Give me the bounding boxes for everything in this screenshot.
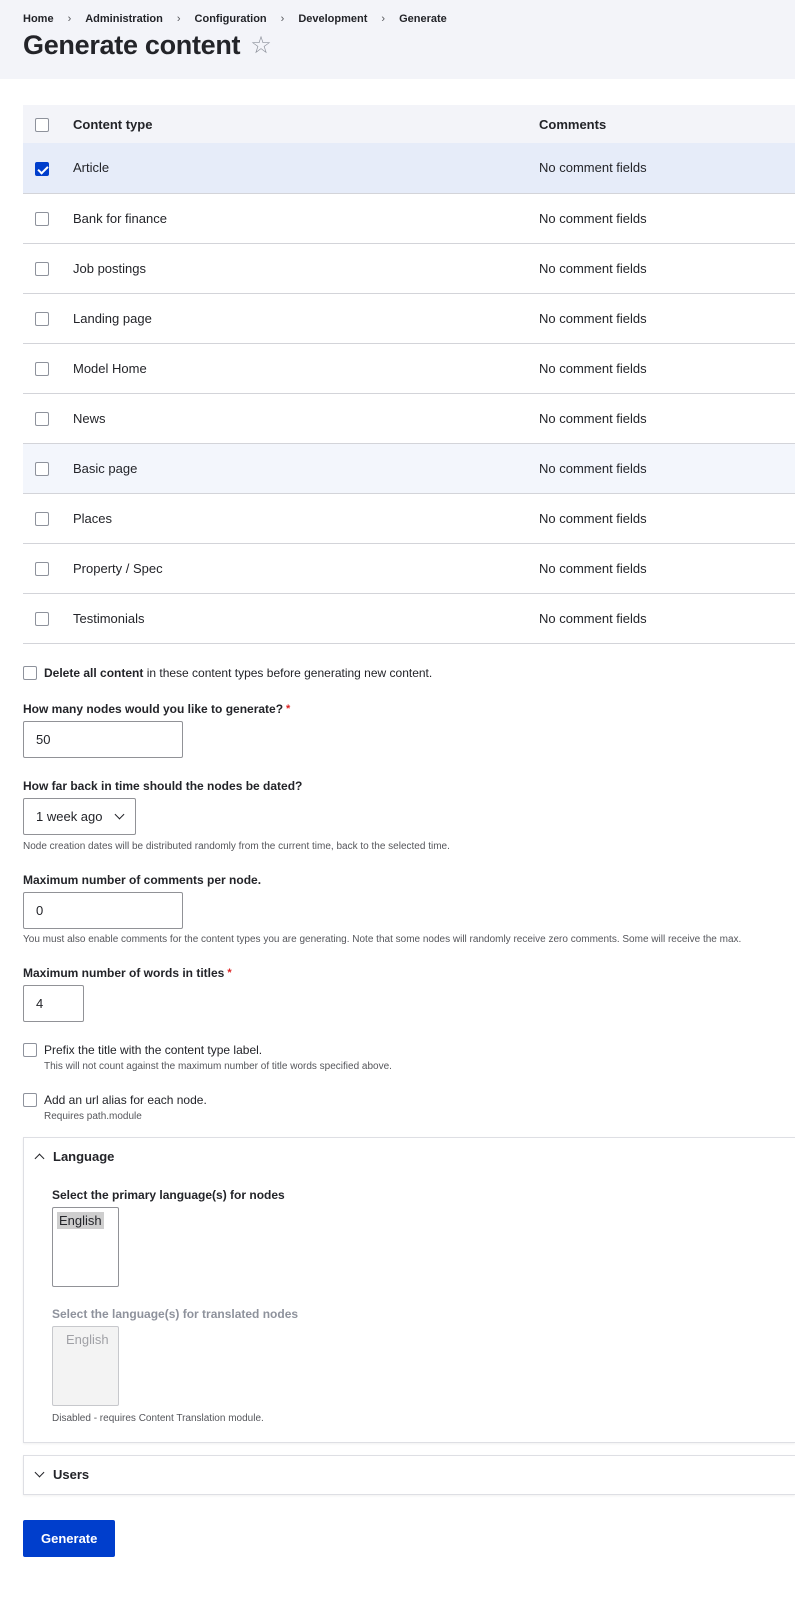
page-title: Generate content — [23, 30, 241, 60]
comments-value: No comment fields — [539, 210, 647, 226]
comments-value: No comment fields — [539, 360, 647, 376]
prefix-title-checkbox[interactable] — [23, 1043, 37, 1057]
time-range-label: How far back in time should the nodes be dated? — [23, 778, 303, 793]
content-type-name: Testimonials — [73, 610, 145, 626]
nodes-input[interactable]: 50 — [23, 721, 183, 758]
content-type-name: Bank for finance — [73, 210, 167, 226]
primary-language-option[interactable]: English — [59, 1212, 102, 1228]
content-type-name: Model Home — [73, 360, 147, 376]
table-row[interactable] — [23, 193, 795, 243]
primary-language-label: Select the primary language(s) for nodes — [52, 1187, 285, 1202]
star-icon[interactable]: ☆ — [250, 31, 272, 59]
table-row[interactable] — [23, 343, 795, 393]
delete-all-label-rest: in these content types before generating new content. — [143, 665, 433, 680]
required-marker: * — [227, 966, 232, 979]
content-type-name: Places — [73, 510, 113, 526]
comments-value: No comment fields — [539, 310, 647, 326]
url-alias-description: Requires path.module — [44, 1110, 142, 1122]
time-range-field — [23, 779, 795, 852]
chevron-up-icon — [35, 1154, 45, 1164]
table-row[interactable] — [23, 493, 795, 543]
title-length-input[interactable]: 4 — [23, 985, 84, 1022]
table-row[interactable] — [23, 443, 795, 493]
users-details — [23, 1455, 795, 1495]
row-checkbox-model-home[interactable] — [35, 362, 49, 376]
comments-value: No comment fields — [539, 160, 647, 176]
table-row[interactable] — [23, 243, 795, 293]
title-length-field — [23, 966, 795, 1022]
translated-language-description: Disabled - requires Content Translation module. — [52, 1412, 264, 1424]
nodes-label: How many nodes would you like to generate? — [23, 701, 284, 716]
max-comments-label: Maximum number of comments per node. — [23, 872, 262, 887]
comments-value: No comment fields — [539, 610, 647, 626]
translated-language-label: Select the language(s) for translated nodes — [52, 1306, 299, 1321]
row-checkbox-property-spec[interactable] — [35, 562, 49, 576]
language-summary[interactable] — [24, 1138, 795, 1176]
comments-value: No comment fields — [539, 260, 647, 276]
content-type-table — [23, 105, 795, 644]
url-alias-label: Add an url alias for each node. — [44, 1092, 207, 1107]
row-checkbox-article[interactable] — [35, 162, 49, 176]
max-comments-description: You must also enable comments for the content types you are generating. Note that some nodes will randomly receive zero comments. Some will receive the max. — [23, 933, 742, 945]
chevron-down-icon — [35, 1468, 45, 1478]
delete-all-checkbox[interactable] — [23, 666, 37, 680]
max-comments-input[interactable]: 0 — [23, 892, 183, 929]
breadcrumb-home[interactable]: Home — [23, 13, 54, 25]
breadcrumb-development[interactable]: Development — [298, 13, 368, 25]
header-content-type: Content type — [73, 116, 153, 132]
content-type-name: Landing page — [73, 310, 152, 326]
language-details — [23, 1137, 795, 1443]
time-range-select[interactable] — [23, 798, 136, 835]
row-checkbox-places[interactable] — [35, 512, 49, 526]
breadcrumb-generate[interactable]: Generate — [399, 13, 447, 25]
breadcrumb — [23, 12, 772, 26]
table-row[interactable] — [23, 543, 795, 593]
table-header-row — [23, 105, 795, 143]
translated-language-option: English — [66, 1331, 109, 1347]
row-checkbox-news[interactable] — [35, 412, 49, 426]
row-checkbox-bank-for-finance[interactable] — [35, 212, 49, 226]
language-body — [24, 1176, 795, 1442]
nodes-field — [23, 702, 795, 758]
primary-language-select[interactable] — [52, 1207, 119, 1287]
content-type-name: News — [73, 410, 106, 426]
comments-value: No comment fields — [539, 410, 647, 426]
time-range-description: Node creation dates will be distributed randomly from the current time, back to the selected time. — [23, 840, 450, 852]
content-type-name: Basic page — [73, 460, 138, 476]
select-all-checkbox[interactable] — [35, 118, 49, 132]
delete-all-label-bold: Delete all content — [44, 665, 144, 680]
table-row[interactable] — [23, 393, 795, 443]
language-summary-label: Language — [53, 1149, 115, 1164]
content-type-name: Article — [73, 160, 110, 176]
comments-value: No comment fields — [539, 460, 647, 476]
required-marker: * — [286, 702, 291, 715]
row-checkbox-job-postings[interactable] — [35, 262, 49, 276]
chevron-right-icon: › — [67, 13, 72, 25]
url-alias-checkbox[interactable] — [23, 1093, 37, 1107]
delete-all-option — [23, 666, 795, 680]
time-range-value: 1 week ago — [36, 808, 103, 824]
content-type-name: Job postings — [73, 260, 146, 276]
table-row[interactable] — [23, 293, 795, 343]
chevron-down-icon — [114, 809, 124, 819]
chevron-right-icon: › — [280, 13, 285, 25]
chevron-right-icon: › — [381, 13, 386, 25]
table-row[interactable] — [23, 143, 795, 193]
chevron-right-icon: › — [176, 13, 181, 25]
title-length-label: Maximum number of words in titles — [23, 965, 225, 980]
url-alias-option — [23, 1093, 795, 1122]
row-checkbox-basic-page[interactable] — [35, 462, 49, 476]
prefix-title-option — [23, 1043, 795, 1072]
table-row[interactable] — [23, 593, 795, 643]
page-header — [0, 0, 795, 79]
comments-value: No comment fields — [539, 560, 647, 576]
header-comments: Comments — [539, 116, 607, 132]
comments-value: No comment fields — [539, 510, 647, 526]
content-type-name: Property / Spec — [73, 560, 163, 576]
users-summary[interactable] — [24, 1456, 795, 1494]
generate-button[interactable]: Generate — [23, 1520, 115, 1557]
breadcrumb-administration[interactable]: Administration — [85, 13, 163, 25]
row-checkbox-testimonials[interactable] — [35, 612, 49, 626]
max-comments-field — [23, 873, 795, 945]
users-summary-label: Users — [53, 1467, 90, 1482]
prefix-title-description: This will not count against the maximum number of title words specified above. — [44, 1060, 392, 1072]
main-content — [0, 105, 795, 1557]
row-checkbox-landing-page[interactable] — [35, 312, 49, 326]
breadcrumb-configuration[interactable]: Configuration — [194, 13, 267, 25]
translated-language-select — [52, 1326, 119, 1406]
prefix-title-label: Prefix the title with the content type label. — [44, 1042, 263, 1057]
